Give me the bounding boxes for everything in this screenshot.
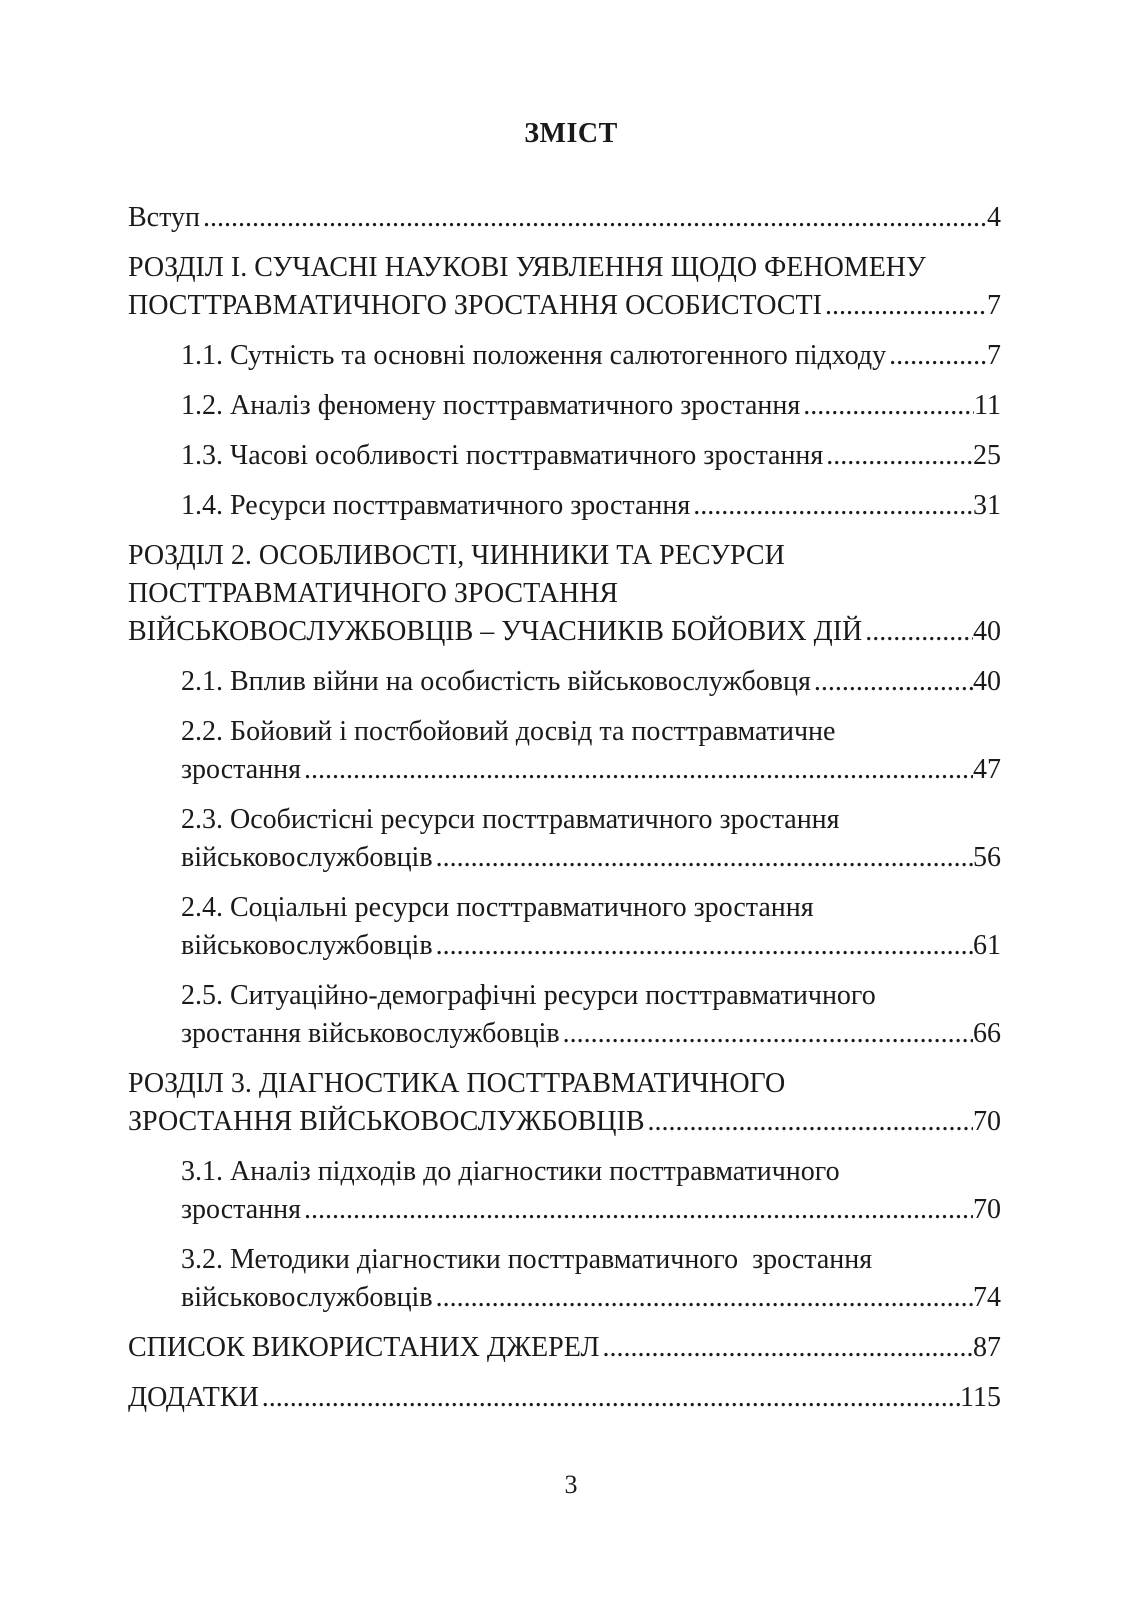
toc-entry-title: 1.3. Часові особливості посттравматичного зростання	[181, 440, 824, 471]
toc-leader-dots	[560, 1015, 973, 1053]
toc-entry-section-1-4[interactable]	[181, 487, 1001, 525]
toc-leader-dots	[822, 287, 987, 325]
toc-entry-title: зростання	[181, 1194, 302, 1225]
toc-leader-dots	[800, 387, 974, 425]
toc-entry-title: ПОСТТРАВМАТИЧНОГО ЗРОСТАННЯ ОСОБИСТОСТІ	[128, 290, 822, 321]
toc-entry-page: 7	[987, 290, 1001, 321]
toc-entry-title-line: РОЗДІЛ 2. ОСОБЛИВОСТІ, ЧИННИКИ ТА РЕСУРСИ	[128, 540, 785, 571]
toc-entry-section-3-1[interactable]	[181, 1153, 1001, 1229]
toc-entry-page: 115	[960, 1382, 1001, 1413]
toc-leader-dots	[259, 1379, 960, 1417]
toc-entry-page: 66	[973, 1018, 1001, 1049]
toc-entry-title-line: ПОСТТРАВМАТИЧНОГО ЗРОСТАННЯ	[128, 578, 619, 609]
toc-leader-dots	[301, 751, 973, 789]
toc-entry-page: 56	[973, 842, 1001, 873]
toc-entry-appendices[interactable]	[128, 1379, 1001, 1417]
toc-entry-section-1-1[interactable]	[181, 337, 1001, 375]
toc-entry-page: 4	[987, 202, 1001, 233]
toc-entry-chapter-2[interactable]	[128, 537, 1001, 651]
toc-leader-dots	[811, 663, 973, 701]
toc-leader-dots	[886, 337, 987, 375]
toc-entry-title: військовослужбовців	[181, 1282, 433, 1313]
toc-entry-section-1-3[interactable]	[181, 437, 1001, 475]
toc-entry-page: 25	[973, 440, 1001, 471]
toc-entry-title-line: 3.2. Методики діагностики посттравматичного зростання	[181, 1244, 873, 1275]
toc-entry-page: 74	[973, 1282, 1001, 1313]
toc-entry-page: 47	[973, 754, 1001, 785]
toc-entry-title: військовослужбовців	[181, 842, 433, 873]
toc-entry-section-2-2[interactable]	[181, 713, 1001, 789]
toc-entry-title: 1.2. Аналіз феномену посттравматичного зростання	[181, 390, 801, 421]
toc-entry-page: 40	[973, 666, 1001, 697]
toc-entry-page: 87	[973, 1332, 1001, 1363]
toc-entry-page: 7	[987, 340, 1001, 371]
toc-title: ЗМІСТ	[524, 118, 618, 149]
toc-entry-title-line: 2.4. Соціальні ресурси посттравматичного зростання	[181, 892, 814, 923]
toc-leader-dots	[433, 1279, 973, 1317]
toc-entry-title: 1.4. Ресурси посттравматичного зростання	[181, 490, 691, 521]
toc-entry-intro[interactable]	[128, 199, 1001, 237]
toc-entry-title: ДОДАТКИ	[128, 1382, 259, 1413]
toc-entry-title: 2.1. Вплив війни на особистість військовослужбовця	[181, 666, 811, 697]
toc-leader-dots	[433, 927, 973, 965]
toc-entry-title-line: 2.2. Бойовий і постбойовий досвід та посттравматичне	[181, 716, 836, 747]
toc-entry-title: Вступ	[128, 202, 200, 233]
page-number: 3	[564, 1470, 578, 1499]
toc-entry-chapter-3[interactable]	[128, 1065, 1001, 1141]
toc-entry-section-2-4[interactable]	[181, 889, 1001, 965]
toc-entry-page: 11	[974, 390, 1001, 421]
toc-entry-title: 1.1. Сутність та основні положення салютогенного підходу	[181, 340, 887, 371]
toc-entry-title: зростання	[181, 754, 302, 785]
toc-entry-page: 31	[973, 490, 1001, 521]
toc-entry-section-2-1[interactable]	[181, 663, 1001, 701]
toc-entry-section-2-3[interactable]	[181, 801, 1001, 877]
toc-leader-dots	[690, 487, 973, 525]
toc-entry-page: 40	[973, 616, 1001, 647]
toc-entry-title: ЗРОСТАННЯ ВІЙСЬКОВОСЛУЖБОВЦІВ	[128, 1106, 645, 1137]
toc-leader-dots	[862, 613, 973, 651]
toc-leader-dots	[599, 1329, 973, 1367]
toc-leader-dots	[433, 839, 973, 877]
toc-entry-title-line: 3.1. Аналіз підходів до діагностики посттравматичного	[181, 1156, 840, 1187]
toc-entry-page: 70	[973, 1194, 1001, 1225]
toc-entry-page: 70	[973, 1106, 1001, 1137]
toc-entry-title: військовослужбовців	[181, 930, 433, 961]
toc-entry-section-3-2[interactable]	[181, 1241, 1001, 1317]
toc-entry-title: зростання військовослужбовців	[181, 1018, 560, 1049]
toc-leader-dots	[645, 1103, 973, 1141]
toc-entry-chapter-1[interactable]	[128, 249, 1001, 325]
toc-entry-section-2-5[interactable]	[181, 977, 1001, 1053]
toc-entry-page: 61	[973, 930, 1001, 961]
toc-leader-dots	[823, 437, 973, 475]
toc-entry-title: СПИСОК ВИКОРИСТАНИХ ДЖЕРЕЛ	[128, 1332, 600, 1363]
toc-entry-title: ВІЙСЬКОВОСЛУЖБОВЦІВ – УЧАСНИКІВ БОЙОВИХ ДІЙ	[128, 616, 863, 647]
toc-entry-title-line: РОЗДІЛ І. СУЧАСНІ НАУКОВІ УЯВЛЕННЯ ЩОДО ФЕНОМЕНУ	[128, 252, 926, 283]
table-of-contents	[128, 199, 1001, 1417]
toc-entry-references[interactable]	[128, 1329, 1001, 1367]
toc-entry-section-1-2[interactable]	[181, 387, 1001, 425]
toc-entry-title-line: РОЗДІЛ 3. ДІАГНОСТИКА ПОСТТРАВМАТИЧНОГО	[128, 1068, 786, 1099]
toc-entry-title-line: 2.5. Ситуаційно-демографічні ресурси посттравматичного	[181, 980, 876, 1011]
toc-entry-title-line: 2.3. Особистісні ресурси посттравматичного зростання	[181, 804, 840, 835]
toc-leader-dots	[301, 1191, 973, 1229]
toc-leader-dots	[200, 199, 987, 237]
